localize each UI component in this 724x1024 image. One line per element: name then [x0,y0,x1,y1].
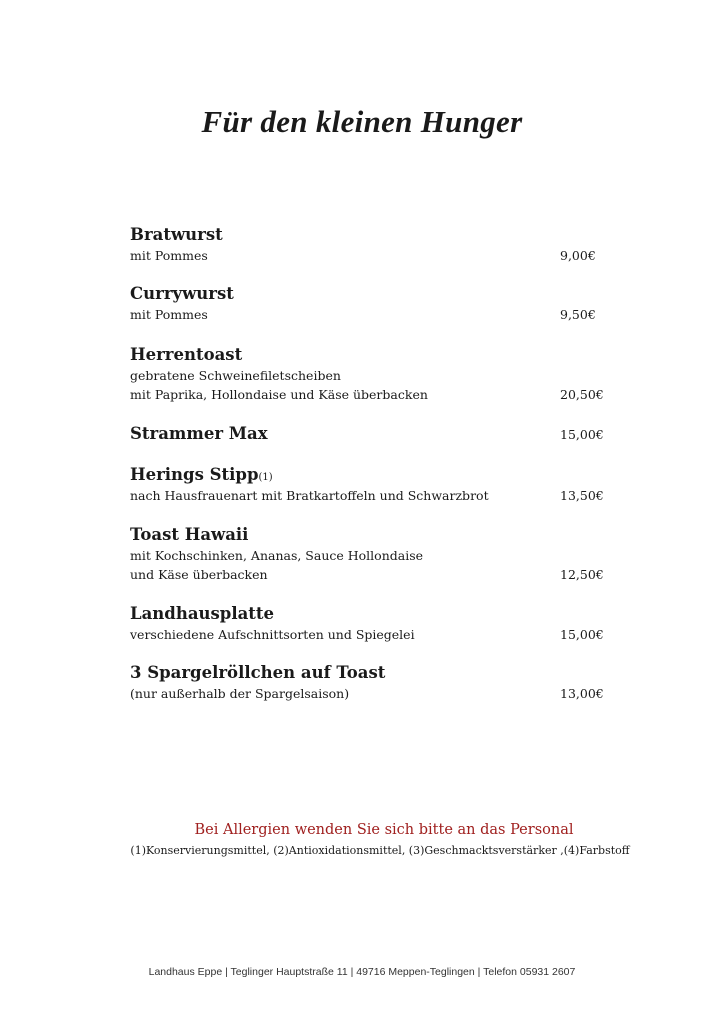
menu-item-strammer-max [130,423,610,464]
item-desc: mit Pommes [130,248,208,263]
item-desc: mit Paprika, Hollondaise und Käse überbacken [130,387,428,402]
item-name: Herings Stipp(1) [130,465,273,484]
item-name: Herrentoast [130,345,243,364]
menu-item-spargelroellchen [130,662,610,707]
item-desc: mit Pommes [130,307,208,322]
item-desc: mit Kochschinken, Ananas, Sauce Hollondaise [130,548,424,563]
menu-item-bratwurst [130,224,610,283]
item-desc: verschiedene Aufschnittsorten und Spiegelei [130,627,415,642]
menu-item-herings-stipp [130,464,610,524]
item-price: 12,50€ [560,567,604,582]
item-name: Currywurst [130,284,234,303]
item-desc: (nur außerhalb der Spargelsaison) [130,686,350,701]
footer-address: Landhaus Eppe | Teglinger Hauptstraße 11 | 49716 Meppen-Teglingen | Telefon 05931 2607 [148,966,576,978]
item-name: Toast Hawaii [130,525,249,544]
item-desc: und Käse überbacken [130,567,268,582]
menu-item-herrentoast [130,344,610,423]
item-name: Strammer Max [130,424,268,443]
item-price: 15,00€ [560,427,604,442]
item-price: 15,00€ [560,627,604,642]
item-desc: nach Hausfrauenart mit Bratkartoffeln und Schwarzbrot [130,488,489,503]
item-name: Landhausplatte [130,604,275,623]
menu-item-landhausplatte [130,603,610,662]
item-price: 20,50€ [560,387,604,402]
item-price: 9,50€ [560,307,596,322]
additives-legend: (1)Konservierungsmittel, (2)Antioxidationsmittel, (3)Geschmacktsverstärker ,(4)Farbstoff [130,844,630,857]
item-price: 13,50€ [560,488,604,503]
item-name: Bratwurst [130,225,223,244]
menu-list [130,224,610,707]
menu-title: Für den kleinen Hunger [201,104,523,139]
additive-note: (1) [258,472,273,483]
item-desc: gebratene Schweinefiletscheiben [130,368,341,383]
allergy-notice: Bei Allergien wenden Sie sich bitte an das Personal [194,822,574,838]
menu-item-toast-hawaii [130,524,610,603]
menu-item-currywurst [130,283,610,344]
item-price: 9,00€ [560,248,596,263]
item-price: 13,00€ [560,686,604,701]
item-name: 3 Spargelröllchen auf Toast [130,663,386,682]
